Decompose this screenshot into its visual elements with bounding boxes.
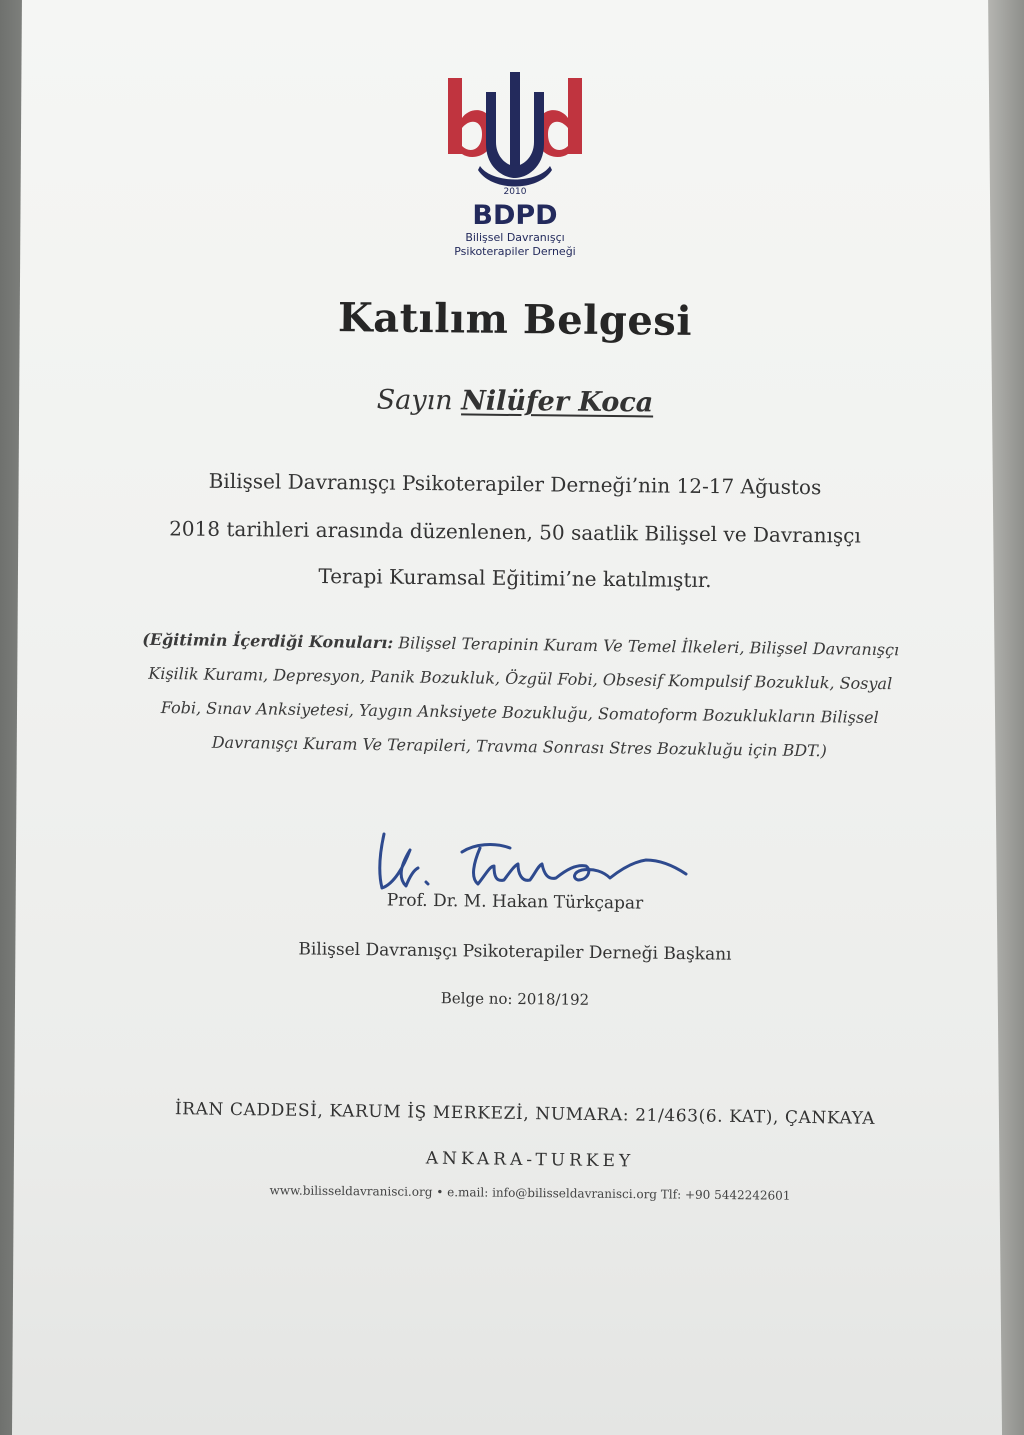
certificate-title: Katılım Belgesi	[337, 294, 693, 345]
salutation-line	[0, 381, 1024, 423]
address-line-1: İRAN CADDESİ, KARUM İŞ MERKEZİ, NUMARA: 21/463(6. KAT), ÇANKAYA	[174, 1099, 876, 1129]
recipient-name: Nilüfer Koca	[461, 385, 654, 419]
logo-line2: Psikoterapiler Derneği	[454, 245, 576, 258]
document-number: Belge no: 2018/192	[440, 989, 590, 1009]
logo-acronym: BDPD	[472, 200, 558, 231]
topics-paragraph	[139, 623, 901, 770]
contact-line: www.bilisseldavranisci.org • e.mail: info@bilisseldavranisci.org Tlf: +90 5442242601	[269, 1183, 791, 1203]
topics-lead: (Eğitimin İçerdiği Konuları:	[142, 629, 394, 653]
signatory-name: Prof. Dr. M. Hakan Türkçapar	[386, 890, 644, 914]
signatory-role: Bilişsel Davranışçı Psikoterapiler Derneği Başkanı	[298, 939, 732, 965]
topics-text: Bilişsel Terapinin Kuram Ve Temel İlkeleri, Bilişsel Davranışçı Kişilik Kuramı, Depresyon, Panik Bozukluk, Özgül Fobi, Obsesif Kompulsif Bozukluk, Sosyal Fobi, Sınav Anksiyetesi, Yaygın Anksiyete Bozukluğu, Somatoform Bozuklukların Bilişsel Davranışçı Kuram Ve Terapileri, Travma Sonrası Stres Bozukluğu için BDT.)	[148, 633, 900, 761]
body-line-3: Terapi Kuramsal Eğitimi’ne katılmıştır.	[318, 563, 712, 593]
bdpd-logo-icon	[440, 70, 590, 265]
logo-year: 2010	[503, 187, 527, 197]
body-line-2: 2018 tarihleri arasında düzenlenen, 50 saatlik Bilişsel ve Davranışçı	[169, 516, 861, 548]
body-line-1: Bilişsel Davranışçı Psikoterapiler Derneği’nin 12-17 Ağustos	[208, 468, 822, 500]
logo-line1: Bilişsel Davranışçı	[465, 231, 565, 244]
address-line-2: ANKARA-TURKEY	[425, 1148, 635, 1172]
salutation-word: Sayın	[376, 384, 453, 417]
